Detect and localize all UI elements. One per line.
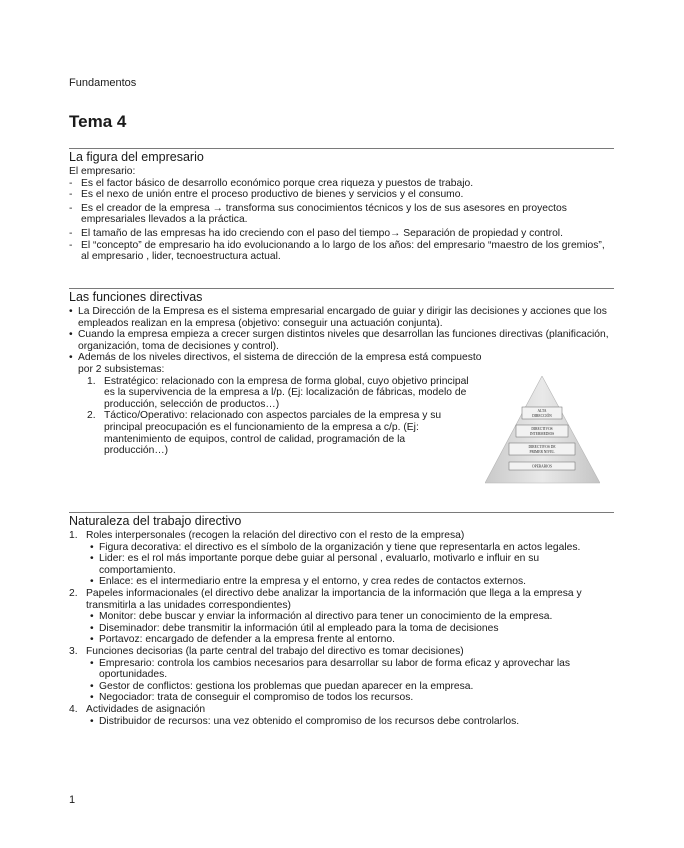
list-item: • Enlace: es el intermediario entre la empresa y el entorno, y crea redes de contactos externos. bbox=[90, 576, 526, 588]
list-item: - Es el factor básico de desarrollo económico porque crea riqueza y puestos de trabajo. bbox=[69, 177, 474, 189]
role-group: 4. Actividades de asignación bbox=[69, 703, 206, 715]
list-item: • Empresario: controla los cambios necesarios para desarrollar su labor de forma eficaz y aprovechar las oportunidades. bbox=[90, 657, 571, 681]
section-divider bbox=[69, 148, 614, 149]
pyramid-level-2 bbox=[516, 425, 568, 437]
list-item: - Es el creador de la empresa → transforma sus conocimientos técnicos y los de sus asesores en proyectos empresariales llevados a la práctica. bbox=[69, 202, 567, 226]
list-item: • Cuando la empresa empieza a crecer surgen distintos niveles que desarrollan las funciones directivas (planificación, organización, toma de decisiones y control). bbox=[69, 329, 609, 352]
pyramid-level-4 bbox=[509, 462, 575, 470]
list-item: - Es el nexo de unión entre el proceso productivo de bienes y servicios y el consumo. bbox=[69, 189, 464, 201]
section-naturaleza-trabajo bbox=[69, 512, 614, 727]
intro-text: El empresario: bbox=[69, 166, 136, 177]
list-item: - El “concepto” de empresario ha ido evolucionando a lo largo de los años: del empresario “maestro de los gremios”, al empresario , lider, tecnoestructura actual. bbox=[69, 239, 605, 263]
section-heading: Naturaleza del trabajo directivo bbox=[69, 514, 242, 528]
svg-text:DIRECCIÓN: DIRECCIÓN bbox=[532, 414, 552, 418]
list-item: - El tamaño de las empresas ha ido creciendo con el paso del tiempo→ Separación de propiedad y control. bbox=[69, 227, 563, 239]
management-pyramid bbox=[485, 376, 600, 484]
list-item: • Distribuidor de recursos: una vez obtenido el compromiso de los recursos debe controlarlos. bbox=[90, 715, 520, 727]
pyramid-level-3 bbox=[509, 443, 575, 455]
section-divider bbox=[69, 288, 614, 289]
svg-text:OPERARIOS: OPERARIOS bbox=[532, 464, 552, 469]
subsystem-item: 1. Estratégico: relacionado con la empresa de forma global, cuyo objetivo principal es la supervivencia de la empresa a l/p. (Ej: localización de fábricas, modelo de producción, selección de productos…) bbox=[87, 375, 469, 410]
svg-text:DIRECTIVOS DE: DIRECTIVOS DE bbox=[528, 445, 556, 449]
pyramid-level-1 bbox=[522, 407, 562, 419]
list-item: • Además de los niveles directivos, el sistema de dirección de la empresa está compuesto por 2 subsistemas: bbox=[69, 352, 482, 375]
section-body bbox=[69, 166, 614, 263]
page-title: Tema 4 bbox=[69, 112, 127, 131]
role-group: 2. Papeles informacionales (el directivo debe analizar la importancia de la información que llega a la empresa y transmitirla a las unidades correspondientes) bbox=[69, 587, 582, 611]
list-item: • Monitor: debe buscar y enviar la información al directivo para tener un conocimiento de la empresa. bbox=[90, 611, 553, 623]
svg-text:DIRECTIVOS: DIRECTIVOS bbox=[531, 427, 553, 431]
svg-text:INTERMEDIOS: INTERMEDIOS bbox=[529, 432, 555, 436]
list-item: • Diseminador: debe transmitir la información útil al empleado para la toma de decisiones bbox=[90, 622, 499, 634]
list-item: • Figura decorativa: el directivo es el símbolo de la organización y tiene que representarla en actos legales. bbox=[90, 541, 581, 553]
role-group: 1. Roles interpersonales (recogen la relación del directivo con el resto de la empresa) bbox=[69, 530, 465, 541]
section-figura-empresario bbox=[69, 148, 614, 263]
section-heading: La figura del empresario bbox=[69, 150, 204, 164]
running-header: Fundamentos bbox=[69, 77, 137, 89]
svg-text:PRIMER NIVEL: PRIMER NIVEL bbox=[529, 450, 555, 454]
list-item: • Negociador: trata de conseguir el compromiso de todos los recursos. bbox=[90, 692, 414, 704]
list-item: • Gestor de conflictos: gestiona los problemas que puedan aparecer en la empresa. bbox=[90, 680, 474, 692]
page-number: 1 bbox=[69, 794, 76, 806]
list-item: • La Dirección de la Empresa es el sistema empresarial encargado de guiar y dirigir las decisiones y acciones que los empleados realizan en la empresa (objetivo: conseguir una actuación conjunta). bbox=[69, 306, 607, 329]
role-group: 3. Funciones decisorias (la parte central del trabajo del directivo es tomar decisiones) bbox=[69, 645, 464, 657]
subsystem-item: 2. Táctico/Operativo: relacionado con aspectos parciales de la empresa y su principal preocupación es el funcionamiento de la empresa a c/p. (Ej: mantenimiento de equipos, control de calidad, programación de la producción…) bbox=[87, 410, 442, 457]
section-divider bbox=[69, 512, 614, 513]
list-item: • Lider: es el rol más importante porque debe guiar al personal , evaluarlo, motivarlo e influir en su comportamiento. bbox=[90, 553, 540, 576]
section-heading: Las funciones directivas bbox=[69, 290, 203, 304]
list-item: • Portavoz: encargado de defender a la empresa frente al entorno. bbox=[90, 634, 395, 646]
section-body bbox=[69, 530, 614, 727]
svg-text:ALTA: ALTA bbox=[537, 409, 547, 413]
